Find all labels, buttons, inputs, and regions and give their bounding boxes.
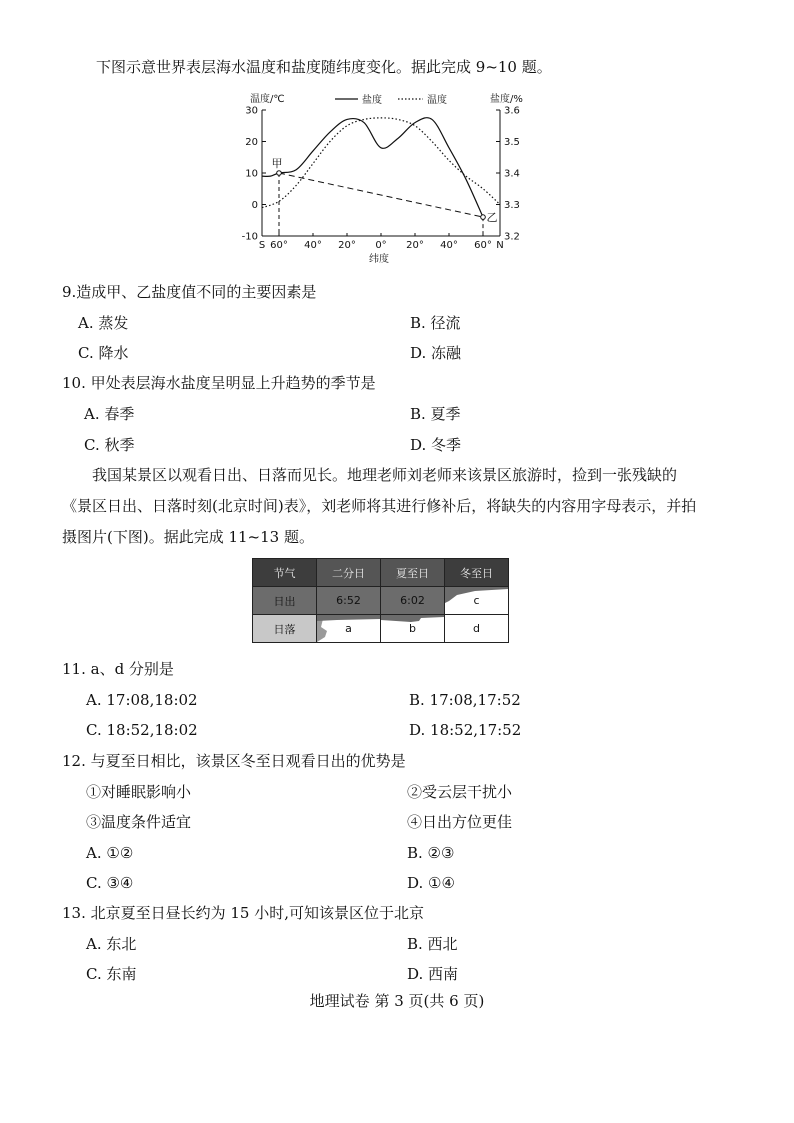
- page-footer: 地理试卷 第 3 页(共 6 页): [309, 992, 485, 1010]
- q12-stem: 12. 与夏至日相比，该景区冬至日观看日出的优势是: [62, 752, 406, 770]
- x-tick-label: 40°: [304, 240, 322, 251]
- table-row-label: 日落: [253, 615, 317, 643]
- q10-option-a[interactable]: A. 春季: [84, 405, 135, 423]
- x-tick-label: N: [496, 240, 504, 251]
- y-tick-label-right: 3.4: [504, 168, 520, 180]
- intro-text-2: 我国某景区以观看日出、日落而见长。地理老师刘老师来该景区旅游时，捡到一张残缺的《景区日出、日落时刻(北京时间)表》，刘老师将其进行修补后，将缺失的内容用字母表示，并拍摄图片(下图)。据此完成 11~13 题。: [62, 466, 697, 546]
- yi-label: 乙: [486, 211, 498, 225]
- table-cell-text: a: [345, 622, 352, 635]
- table-cell: 6:02: [381, 587, 445, 615]
- q10-option-d[interactable]: D. 冬季: [410, 436, 462, 454]
- jia-yi-connector: [279, 173, 483, 217]
- table-header-cell: 夏至日: [381, 559, 445, 587]
- q11-option-c[interactable]: C. 18:52,18:02: [86, 721, 198, 739]
- x-tick-label: 60°: [474, 240, 492, 251]
- y-axis-title-right: 盐度/%: [490, 94, 523, 105]
- q10-option-b[interactable]: B. 夏季: [410, 405, 461, 423]
- table-cell-torn: [381, 615, 445, 643]
- q9-option-b[interactable]: B. 径流: [410, 314, 461, 332]
- q10-stem: 10. 甲处表层海水盐度呈明显上升趋势的季节是: [62, 374, 376, 392]
- chart-axes: [262, 110, 500, 236]
- jia-label: 甲: [271, 157, 283, 170]
- table-row-label: 日出: [253, 587, 317, 615]
- table-header-cell: 二分日: [317, 559, 381, 587]
- x-tick-label: 60°: [270, 240, 288, 251]
- legend-temperature-label: 温度: [427, 95, 447, 106]
- y-tick-label-right: 3.3: [504, 200, 520, 211]
- q9-stem: 9.造成甲、乙盐度值不同的主要因素是: [62, 283, 317, 301]
- table-header-cell: 节气: [253, 559, 317, 587]
- q13-option-c[interactable]: C. 东南: [86, 965, 137, 983]
- temperature-line: [262, 118, 500, 208]
- q11-option-d[interactable]: D. 18:52,17:52: [409, 721, 522, 739]
- y-tick-label-left: 30: [245, 105, 258, 117]
- chart-series: [262, 118, 500, 236]
- q12-statement-3: ③温度条件适宜: [86, 813, 192, 831]
- q10-option-c[interactable]: C. 秋季: [84, 436, 135, 454]
- q9-option-c[interactable]: C. 降水: [78, 344, 129, 362]
- q12-statement-4: ④日出方位更佳: [407, 813, 513, 831]
- y-tick-label-left: -10: [241, 231, 258, 243]
- legend-salinity-label: 盐度: [362, 95, 382, 106]
- q13-stem: 13. 北京夏至日昼长约为 15 小时,可知该景区位于北京: [62, 904, 425, 922]
- q12-statement-1: ①对睡眠影响小: [86, 783, 192, 801]
- table-header-cell: 冬至日: [445, 559, 509, 587]
- q9-option-a[interactable]: A. 蒸发: [78, 314, 129, 332]
- sun-time-table: [252, 558, 509, 643]
- q13-option-a[interactable]: A. 东北: [86, 935, 137, 953]
- q11-option-b[interactable]: B. 17:08,17:52: [409, 691, 521, 709]
- q11-stem: 11. a、d 分别是: [62, 660, 174, 678]
- q12-option-b[interactable]: B. ②③: [407, 844, 455, 862]
- y-axis-title-left: 温度/℃: [250, 94, 285, 105]
- x-tick-label: 40°: [440, 240, 458, 251]
- y-tick-label-left: 20: [245, 137, 258, 148]
- table-cell-text: b: [409, 622, 416, 635]
- table-cell: d: [445, 615, 509, 643]
- x-tick-label: 20°: [406, 240, 424, 251]
- q11-option-a[interactable]: A. 17:08,18:02: [86, 691, 198, 709]
- q13-option-b[interactable]: B. 西北: [407, 935, 458, 953]
- q9-option-d[interactable]: D. 冻融: [410, 344, 462, 362]
- y-tick-label-right: 3.6: [504, 105, 520, 117]
- intro-text-1: 下图示意世界表层海水温度和盐度随纬度变化。据此完成 9~10 题。: [96, 58, 552, 76]
- x-tick-label: 0°: [375, 240, 387, 251]
- table-cell: 6:52: [317, 587, 381, 615]
- q13-option-d[interactable]: D. 西南: [407, 965, 459, 983]
- jia-point: [277, 171, 282, 176]
- q12-option-a[interactable]: A. ①②: [86, 844, 134, 862]
- table-cell-torn: [445, 587, 509, 615]
- latitude-chart: [240, 88, 540, 266]
- y-tick-label-left: 0: [251, 200, 258, 211]
- x-tick-label: S: [258, 240, 266, 251]
- q12-option-c[interactable]: C. ③④: [86, 874, 134, 892]
- table-cell-text: c: [473, 594, 480, 607]
- x-tick-label: 20°: [338, 240, 356, 251]
- yi-point: [481, 215, 486, 220]
- q12-statement-2: ②受云层干扰小: [407, 783, 513, 801]
- table-cell-torn: [317, 615, 381, 643]
- q12-option-d[interactable]: D. ①④: [407, 874, 455, 892]
- x-axis-title: 纬度: [369, 254, 389, 265]
- salinity-line: [262, 118, 483, 217]
- y-tick-label-right: 3.2: [504, 231, 520, 243]
- y-tick-label-left: 10: [245, 168, 258, 180]
- y-tick-label-right: 3.5: [504, 137, 520, 148]
